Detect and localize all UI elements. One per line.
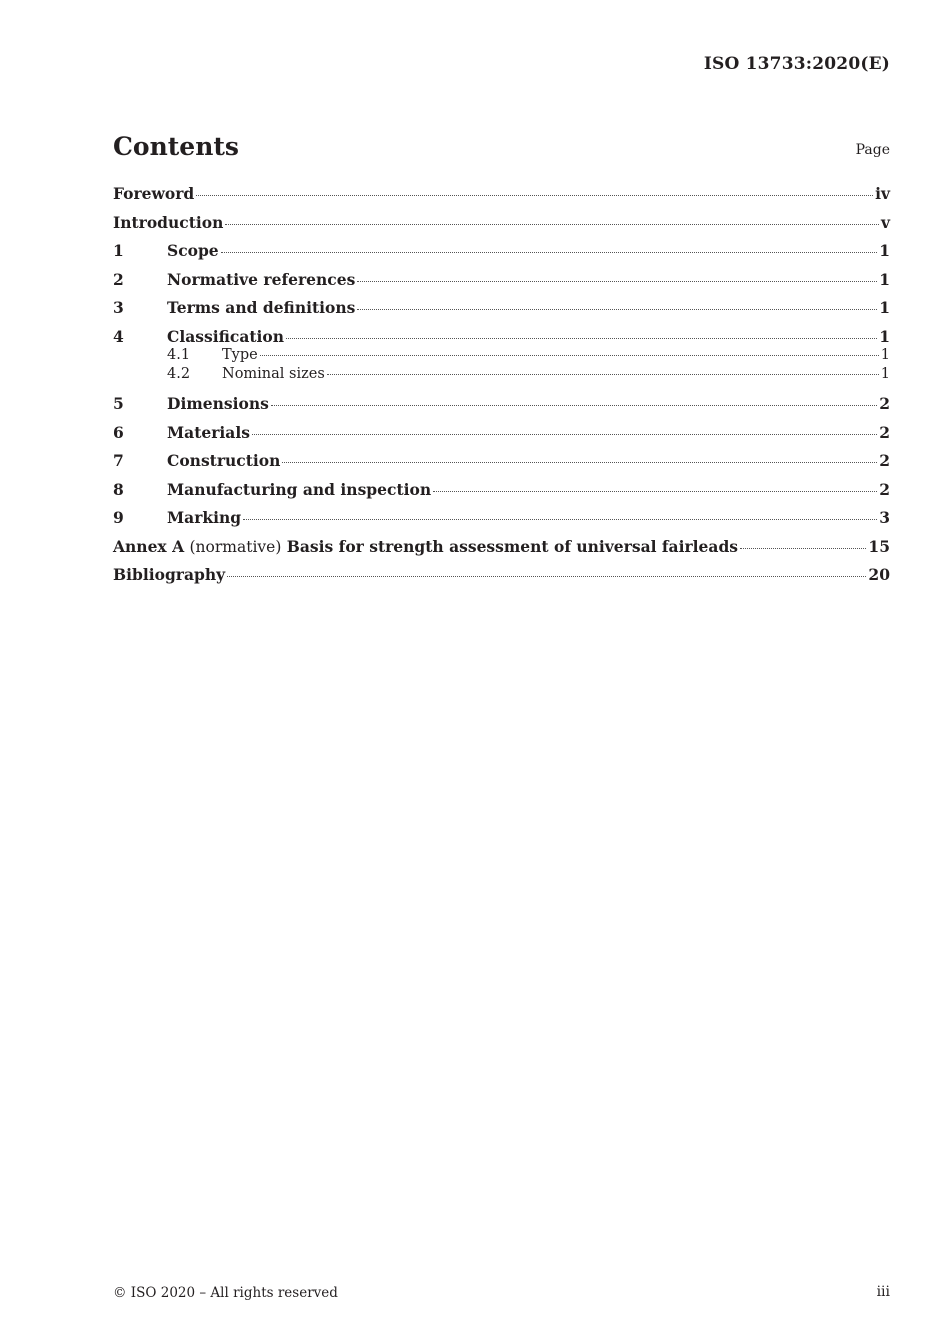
toc-entry-number: 4.2 (167, 366, 191, 382)
toc-entry-title: Normative references (167, 269, 356, 289)
toc-leader-dots (227, 576, 866, 577)
toc-entry-construction[interactable] (113, 451, 890, 480)
toc-entry-bibliography[interactable] (113, 565, 890, 594)
toc-entry-page: 3 (879, 508, 890, 527)
toc-subentry-nominal-sizes[interactable] (113, 366, 890, 385)
toc-leader-dots (260, 355, 879, 356)
toc-entry-number: 5 (113, 394, 124, 413)
toc-entry-terms-and-definitions[interactable] (113, 298, 890, 327)
toc-entry-number: 4.1 (167, 347, 191, 363)
page-column-label: Page (855, 142, 890, 158)
toc-entry-marking[interactable] (113, 508, 890, 537)
toc-leader-dots (282, 462, 877, 463)
toc-entry-page: 1 (879, 298, 890, 317)
toc-entry-introduction[interactable] (113, 213, 890, 242)
toc-leader-dots (225, 224, 879, 225)
toc-entry-foreword[interactable] (113, 184, 890, 213)
annex-title: Basis for strength assessment of universal fairleads (286, 536, 739, 556)
toc-entry-title: Manufacturing and inspection (167, 479, 432, 499)
toc-leader-dots (433, 491, 877, 492)
toc-leader-dots (327, 374, 879, 375)
toc-entry-page: 1 (880, 347, 890, 363)
toc-entry-dimensions[interactable] (113, 394, 890, 423)
toc-entry-title: Bibliography (113, 565, 226, 584)
toc-entry-number: 6 (113, 422, 124, 442)
toc-entry-page: 1 (879, 241, 890, 260)
toc-entry-page: 1 (879, 326, 890, 346)
toc-entry-number: 3 (113, 298, 124, 317)
toc-entry-scope[interactable] (113, 241, 890, 270)
toc-entry-manufacturing-and-inspection[interactable] (113, 480, 890, 509)
toc-entry-page: 2 (879, 451, 890, 470)
toc-entry-number: 1 (113, 241, 124, 260)
toc-leader-dots (252, 434, 877, 435)
footer-page-number: iii (876, 1284, 890, 1300)
toc-entry-page: 2 (879, 422, 890, 442)
toc-entry-number: 2 (113, 269, 124, 289)
contents-heading: Contents (113, 132, 240, 161)
toc-entry-title: Construction (167, 451, 281, 470)
toc-entry-page: 2 (879, 479, 890, 499)
toc-entry-title: Type (222, 347, 258, 363)
document-id: ISO 13733:2020(E) (703, 54, 890, 74)
toc-entry-title: Materials (167, 422, 250, 442)
toc-entry-title (113, 537, 738, 556)
toc-entry-normative-references[interactable] (113, 270, 890, 299)
table-of-contents (113, 184, 890, 594)
toc-entry-title: Foreword (113, 184, 195, 203)
toc-leader-dots (243, 519, 877, 520)
toc-entry-materials[interactable] (113, 423, 890, 452)
toc-entry-title: Introduction (113, 212, 224, 232)
toc-leader-dots (221, 252, 878, 253)
toc-leader-dots (196, 195, 873, 196)
toc-entry-annex-a[interactable] (113, 537, 890, 566)
toc-leader-dots (357, 309, 877, 310)
toc-entry-title: Scope (167, 241, 219, 260)
toc-entry-number: 4 (113, 326, 124, 346)
toc-entry-number: 7 (113, 451, 124, 470)
toc-entry-title: Terms and definitions (167, 298, 356, 317)
annex-prefix: Annex A (113, 536, 185, 556)
toc-entry-page: 1 (880, 366, 890, 382)
toc-entry-page: 20 (868, 565, 890, 584)
footer-copyright: © ISO 2020 – All rights reserved (113, 1285, 338, 1301)
toc-leader-dots (286, 338, 877, 339)
toc-entry-number: 9 (113, 508, 124, 527)
toc-entry-title: Dimensions (167, 394, 269, 413)
toc-entry-page: iv (875, 184, 890, 203)
toc-entry-page: v (880, 212, 890, 232)
toc-leader-dots (357, 281, 877, 282)
toc-leader-dots (271, 405, 877, 406)
toc-entry-title: Nominal sizes (222, 366, 325, 382)
toc-subentry-type[interactable] (113, 347, 890, 366)
toc-leader-dots (740, 548, 866, 549)
toc-entry-title: Marking (167, 508, 242, 527)
toc-entry-page: 15 (868, 536, 890, 556)
toc-entry-page: 2 (879, 394, 890, 413)
toc-entry-number: 8 (113, 479, 124, 499)
toc-entry-title: Classification (167, 326, 285, 346)
toc-entry-page: 1 (879, 269, 890, 289)
annex-qualifier: (normative) (189, 537, 282, 556)
